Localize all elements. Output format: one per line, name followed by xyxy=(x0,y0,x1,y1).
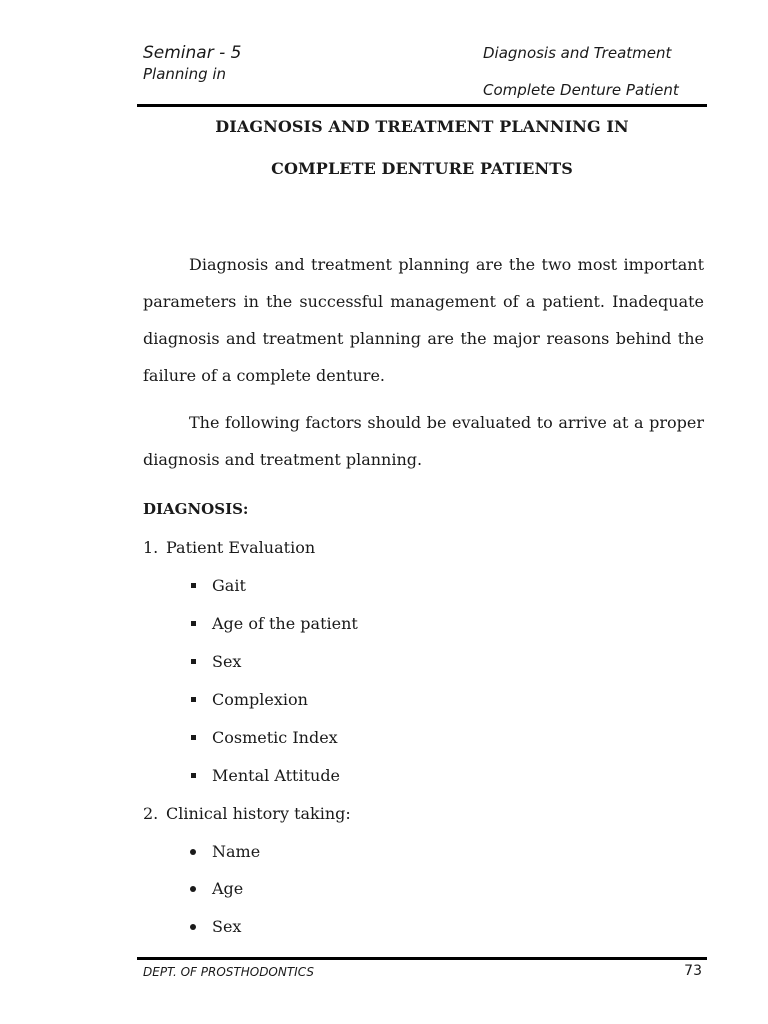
header-planning-label: Planning in xyxy=(143,65,227,83)
list-title: Clinical history taking: xyxy=(166,804,351,823)
square-bullet-icon xyxy=(187,697,212,702)
list-item xyxy=(187,766,340,785)
header-topic-line1: Diagnosis and Treatment xyxy=(483,44,672,62)
list-item-label: Name xyxy=(212,842,261,861)
list-item-label: Age xyxy=(212,879,244,898)
list-heading-clinical-history xyxy=(143,804,351,823)
page-title-line2: COMPLETE DENTURE PATIENTS xyxy=(271,159,573,178)
list-item xyxy=(187,879,243,898)
square-bullet-icon xyxy=(187,735,212,740)
dot-bullet-icon xyxy=(187,924,212,930)
footer-department: DEPT. OF PROSTHODONTICS xyxy=(143,965,314,979)
list-item xyxy=(187,917,241,936)
list-item xyxy=(187,728,338,747)
square-bullet-icon xyxy=(187,621,212,626)
square-bullet-icon xyxy=(187,659,212,664)
page-number: 73 xyxy=(684,963,702,979)
list-number: 2. xyxy=(143,804,159,823)
list-title: Patient Evaluation xyxy=(166,538,316,557)
list-item-label: Mental Attitude xyxy=(212,766,341,785)
dot-bullet-icon xyxy=(187,886,212,892)
list-item xyxy=(187,614,358,633)
header-divider xyxy=(137,104,707,107)
dot-bullet-icon xyxy=(187,849,212,855)
list-item-label: Gait xyxy=(212,576,246,595)
list-number: 1. xyxy=(143,538,159,557)
list-item-label: Cosmetic Index xyxy=(212,728,338,747)
list-item-label: Sex xyxy=(212,917,242,936)
list-item xyxy=(187,652,241,671)
list-item xyxy=(187,576,246,595)
list-heading-patient-evaluation xyxy=(143,538,315,557)
intro-paragraph: Diagnosis and treatment planning are the two most important parameters in the successful management of a patient. Inadequate diagnosis and treatment planning are the major reasons behind the failure of a complete denture. xyxy=(143,255,704,385)
square-bullet-icon xyxy=(187,583,212,588)
diagnosis-heading: DIAGNOSIS: xyxy=(143,500,249,518)
header-topic-line2: Complete Denture Patient xyxy=(483,81,679,99)
factors-paragraph: The following factors should be evaluated to arrive at a proper diagnosis and treatment planning. xyxy=(143,413,704,469)
footer-divider xyxy=(137,957,707,960)
list-item-label: Sex xyxy=(212,652,242,671)
square-bullet-icon xyxy=(187,773,212,778)
list-item xyxy=(187,842,260,861)
header-seminar-label: Seminar - 5 xyxy=(143,43,242,63)
page-title-line1: DIAGNOSIS AND TREATMENT PLANNING IN xyxy=(215,117,629,136)
list-item-label: Complexion xyxy=(212,690,308,709)
list-item xyxy=(187,690,308,709)
list-item-label: Age of the patient xyxy=(212,614,358,633)
